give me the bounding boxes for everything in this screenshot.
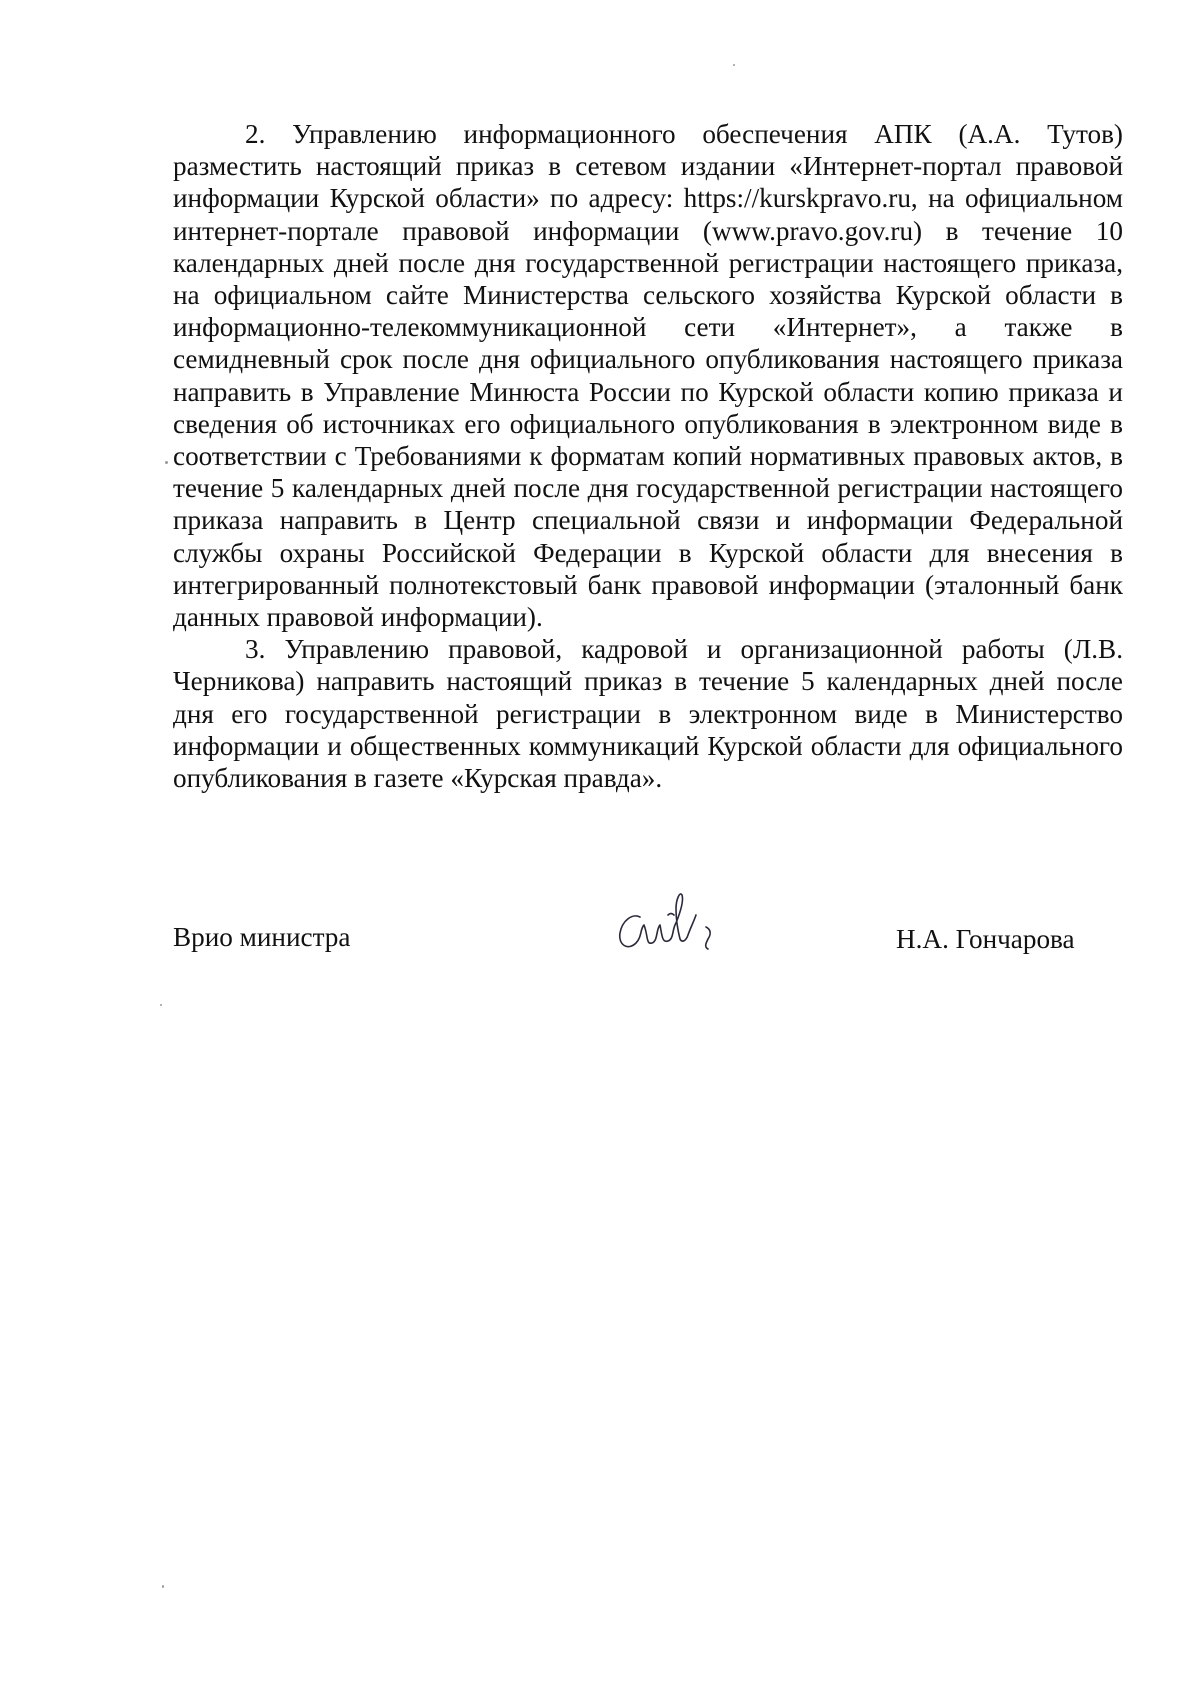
signatory-name: Н.А. Гончарова	[896, 924, 1075, 954]
handwritten-signature	[610, 885, 730, 960]
paragraph-2: 2. Управлению информационного обеспечения АПК (А.А. Тутов) разместить настоящий приказ в сетевом издании «Интернет-портал правовой информации Курской области» по адресу: https://kurskpravo.ru, на официальном интернет-портале правовой информации (www.pravo.gov.ru) в течение 10 календарных дней после дня государственной регистрации настоящего приказа, на официальном сайте Министерства сельского хозяйства Курской области в информационно-телекоммуникационной сети «Интернет», а также в семидневный срок после дня официального опубликования настоящего приказа направить в Управление Минюста России по Курской области копию приказа и сведения об источниках его официального опубликования в электронном виде в соответствии с Требованиями к форматам копий нормативных правовых актов, в течение 5 календарных дней после дня государственной регистрации настоящего приказа направить в Центр специальной связи и информации Федеральной службы охраны Российской Федерации в Курской области для внесения в интегрированный полнотекстовый банк правовой информации (эталонный банк данных правовой информации).	[173, 119, 1123, 633]
document-body	[173, 118, 1123, 794]
scan-speck	[733, 64, 735, 66]
scan-speck	[165, 461, 168, 464]
scan-speck	[162, 1585, 164, 1588]
paragraph-3: 3. Управлению правовой, кадровой и организационной работы (Л.В. Черникова) направить настоящий приказ в течение 5 календарных дней после дня его государственной регистрации в электронном виде в Министерство информации и общественных коммуникаций Курской области для официального опубликования в газете «Курская правда».	[173, 634, 1123, 794]
signatory-role: Врио министра	[173, 922, 351, 952]
scan-speck	[160, 1004, 162, 1006]
